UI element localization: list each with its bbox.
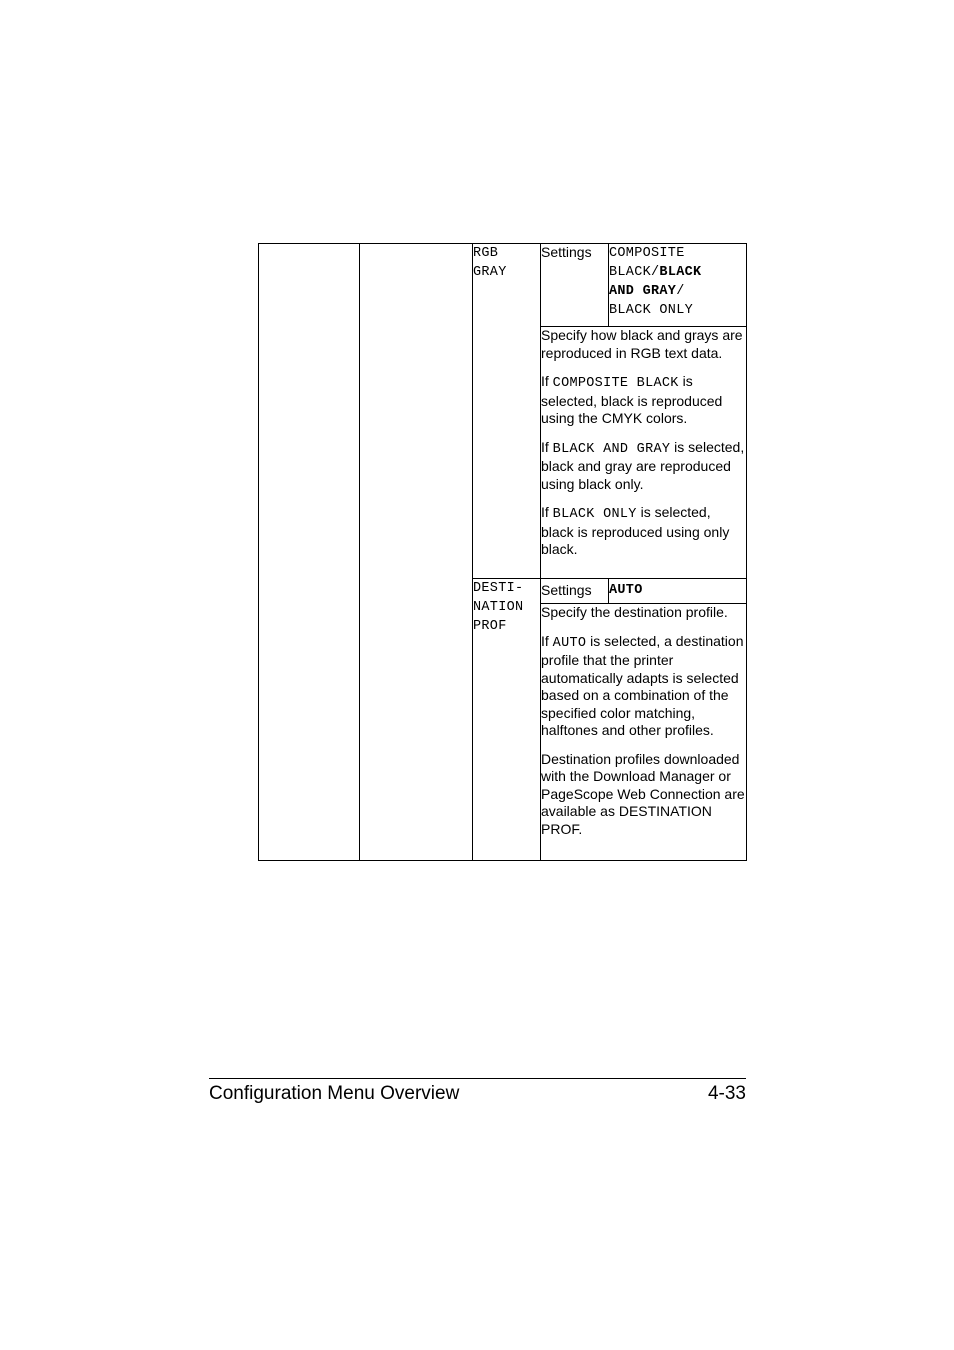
destination-prof-description: [541, 604, 747, 861]
menu-level2-cell: [360, 244, 473, 861]
destination-prof-default-value: [609, 579, 747, 604]
rgb-gray-option-composite: COMPOSITE: [609, 246, 685, 261]
rgb-gray-item-line1: RGB: [473, 246, 499, 261]
rgb-gray-item: [473, 244, 541, 579]
destination-prof-item: [473, 579, 541, 861]
destination-prof-auto-value: AUTO: [609, 583, 643, 598]
rgb-gray-option-and-gray-bold: AND GRAY: [609, 284, 677, 299]
footer-section-title: Configuration Menu Overview: [209, 1083, 460, 1104]
rgb-gray-settings-options: [609, 244, 747, 327]
configuration-menu-table: [258, 243, 747, 861]
destination-prof-desc-p3: Destination profiles downloaded with the Download Manager or PageScope Web Connection are available as DESTINATION PROF.: [541, 750, 745, 837]
footer-divider: [209, 1078, 746, 1079]
rgb-gray-option-black-bold: BLACK: [659, 265, 702, 280]
rgb-gray-settings-label-cell: [541, 244, 609, 327]
rgb-gray-desc-p3: If BLACK AND GRAY is selected, black and gray are reproduced using black only.: [541, 438, 745, 492]
footer-page-number: 4-33: [707, 1083, 746, 1104]
rgb-gray-option-black-slash: BLACK/: [609, 265, 660, 280]
rgb-gray-item-line2: GRAY: [473, 265, 507, 280]
destination-prof-settings-label-cell: [541, 579, 609, 604]
rgb-gray-option-black-only: BLACK ONLY: [609, 303, 694, 318]
menu-level1-cell: [259, 244, 360, 861]
destination-prof-item-line2: NATION: [473, 600, 524, 615]
destination-prof-item-line3: PROF: [473, 619, 507, 634]
destination-prof-desc-p1: Specify the destination profile.: [541, 604, 728, 620]
rgb-gray-option-slash: /: [676, 284, 685, 299]
rgb-gray-description: [541, 327, 747, 579]
rgb-gray-desc-p4: If BLACK ONLY is selected, black is reproduced using only black.: [541, 504, 730, 557]
rgb-gray-desc-p1: Specify how black and grays are reproduced in RGB text data.: [541, 327, 743, 361]
destination-prof-desc-p2: If AUTO is selected, a destination profile that the printer automatically adapts is selected based on a combination of the specified color matching, halftones and other profiles.: [541, 632, 744, 738]
destination-prof-settings-label: Settings: [541, 582, 592, 598]
destination-prof-item-line1: DESTI-: [473, 581, 524, 596]
rgb-gray-desc-p2: If COMPOSITE BLACK is selected, black is reproduced using the CMYK colors.: [541, 373, 723, 426]
rgb-gray-settings-label: Settings: [541, 244, 592, 260]
